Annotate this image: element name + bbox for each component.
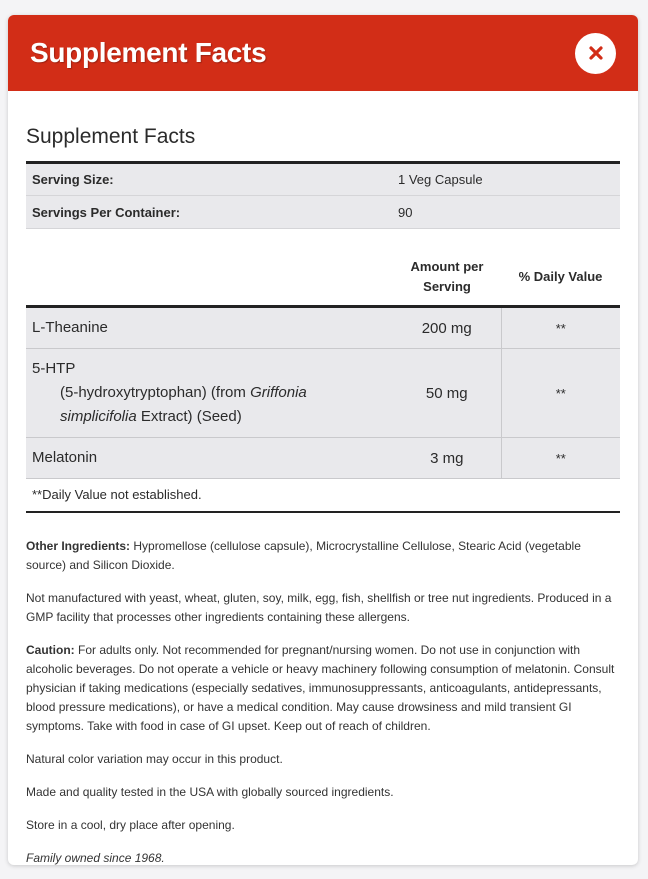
column-header-name bbox=[26, 229, 393, 307]
other-ingredients-label: Other Ingredients: bbox=[26, 539, 131, 553]
nutrient-detail bbox=[32, 381, 387, 429]
caution-text: For adults only. Not recommended for pregnant/nursing women. Do not use in conjunction with alcoholic beverages. Do not operate a vehicle or heavy machinery following consumption of melatonin. Consult physician if taking medications (especially sedatives, immunosuppressants, anticoagulants, antidepressants, blood pressure medications), or have a medical condition. May cause drowsiness and mild transient GI symptoms. Take with food in case of GI upset. Keep out of reach of children. bbox=[26, 643, 615, 733]
footnote-row bbox=[26, 479, 620, 513]
servings-per-container-label: Servings Per Container: bbox=[26, 196, 393, 229]
nutrient-detail-genus: Griffonia bbox=[250, 384, 307, 401]
color-variation-note: Natural color variation may occur in this product. bbox=[26, 752, 283, 766]
nutrient-daily-value: ** bbox=[501, 349, 620, 438]
column-header-row bbox=[26, 229, 620, 307]
serving-size-label: Serving Size: bbox=[26, 163, 393, 196]
serving-size-row bbox=[26, 163, 620, 196]
nutrient-name bbox=[26, 349, 393, 438]
nutrient-detail-post: Extract) (Seed) bbox=[136, 408, 242, 425]
modal-header bbox=[8, 15, 638, 91]
nutrient-name: Melatonin bbox=[26, 438, 393, 479]
servings-per-container-value: 90 bbox=[393, 196, 620, 229]
servings-per-container-row bbox=[26, 196, 620, 229]
nutrient-detail-pre: (5-hydroxytryptophan) (from bbox=[60, 384, 251, 401]
modal-title: Supplement Facts bbox=[30, 37, 267, 68]
supplement-facts-modal bbox=[8, 15, 638, 865]
storage-note: Store in a cool, dry place after opening. bbox=[26, 818, 235, 832]
caution-label: Caution: bbox=[26, 643, 75, 657]
serving-table bbox=[26, 161, 620, 229]
allergen-statement: Not manufactured with yeast, wheat, gluten, soy, milk, egg, fish, shellfish or tree nut ingredients. Produced in a GMP facility that processes other ingredients containing these allergens. bbox=[26, 591, 612, 624]
nutrient-name: L-Theanine bbox=[26, 307, 393, 349]
other-ingredients bbox=[26, 537, 620, 575]
facts-heading: Supplement Facts bbox=[26, 125, 196, 148]
nutrient-detail-species: simplicifolia bbox=[60, 408, 137, 425]
nutrient-amount: 3 mg bbox=[393, 438, 501, 479]
nutrient-daily-value: ** bbox=[501, 307, 620, 349]
modal-body bbox=[8, 91, 638, 865]
daily-value-footnote: **Daily Value not established. bbox=[26, 479, 620, 513]
column-header-amount-line2: Serving bbox=[423, 279, 471, 294]
nutrient-amount: 50 mg bbox=[393, 349, 501, 438]
nutrient-row bbox=[26, 438, 620, 479]
column-header-amount bbox=[393, 229, 501, 307]
nutrient-daily-value: ** bbox=[501, 438, 620, 479]
family-owned-text: Family owned since 1968. bbox=[26, 851, 165, 865]
nutrient-row bbox=[26, 307, 620, 349]
nutrient-amount: 200 mg bbox=[393, 307, 501, 349]
nutrient-name-main: 5-HTP bbox=[32, 360, 76, 377]
close-button[interactable] bbox=[575, 33, 616, 74]
caution-statement bbox=[26, 641, 620, 736]
made-in-usa-note: Made and quality tested in the USA with globally sourced ingredients. bbox=[26, 785, 394, 799]
product-notes bbox=[26, 537, 620, 865]
other-ingredients-text: Hypromellose (cellulose capsule), Microcrystalline Cellulose, Stearic Acid (vegetable source) and Silicon Dioxide. bbox=[26, 539, 581, 572]
nutrient-row bbox=[26, 349, 620, 438]
serving-size-value: 1 Veg Capsule bbox=[393, 163, 620, 196]
nutrient-table bbox=[26, 229, 620, 513]
column-header-daily-value: % Daily Value bbox=[501, 229, 620, 307]
close-icon bbox=[588, 45, 604, 61]
column-header-amount-line1: Amount per bbox=[410, 259, 484, 274]
family-owned-note bbox=[26, 849, 620, 865]
